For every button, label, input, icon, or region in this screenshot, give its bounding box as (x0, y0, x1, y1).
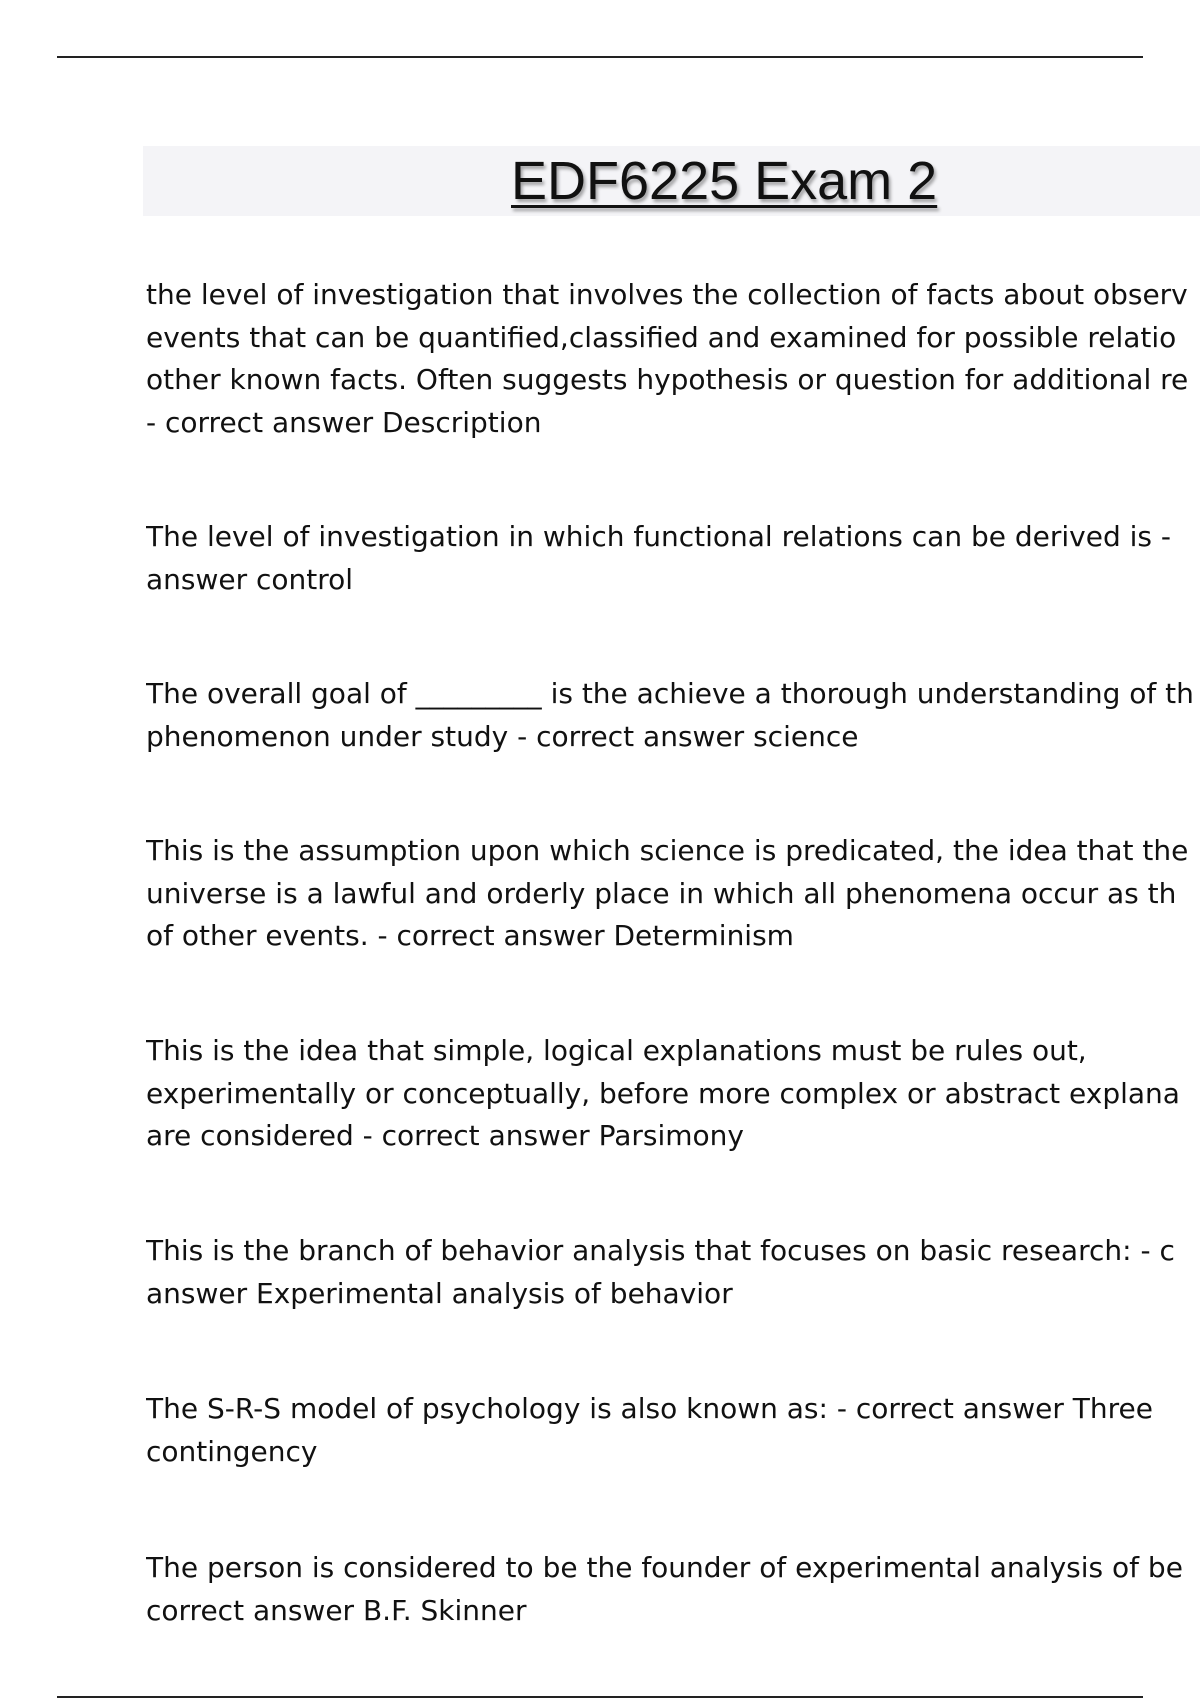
flashcard-line: The level of investigation in which functional relations can be derived is - (146, 520, 1172, 553)
flashcard-line: This is the branch of behavior analysis that focuses on basic research: - c (146, 1234, 1175, 1267)
flashcard-line: experimentally or conceptually, before more complex or abstract explana (146, 1076, 1180, 1110)
flashcard-line: The overall goal of _________ is the achieve a thorough understanding of th (146, 677, 1194, 710)
flashcard-line: are considered - correct answer Parsimony (146, 1119, 744, 1152)
flashcard-line: answer control (146, 562, 354, 596)
flashcard-item (146, 274, 1188, 444)
flashcard-line: contingency (146, 1434, 318, 1468)
flashcard-line: phenomenon under study - correct answer science (146, 719, 859, 753)
flashcard-line: of other events. - correct answer Determinism (146, 919, 794, 952)
flashcard-list (146, 0, 1200, 1700)
flashcard-item (146, 1230, 1175, 1315)
flashcard-line: The person is considered to be the founder of experimental analysis of be (146, 1551, 1183, 1584)
bottom-rule (57, 1696, 1143, 1698)
flashcard-line: events that can be quantified,classified and examined for possible relatio (146, 320, 1177, 354)
flashcard-item (146, 830, 1188, 958)
flashcard-line: other known facts. Often suggests hypothesis or question for additional re (146, 363, 1189, 396)
flashcard-line: the level of investigation that involves the collection of facts about observ (146, 278, 1188, 311)
flashcard-line: The S-R-S model of psychology is also known as: - correct answer Three (146, 1392, 1154, 1425)
flashcard-line: - correct answer Description (146, 405, 542, 439)
flashcard-line: universe is a lawful and orderly place in which all phenomena occur as th (146, 876, 1177, 910)
flashcard-line: answer Experimental analysis of behavior (146, 1276, 733, 1310)
flashcard-line: This is the assumption upon which science is predicated, the idea that the (146, 834, 1189, 867)
document-title: EDF6225 Exam 2 (511, 151, 938, 211)
flashcard-line: This is the idea that simple, logical explanations must be rules out, (146, 1034, 1087, 1067)
flashcard-item (146, 516, 1171, 601)
flashcard-line: correct answer B.F. Skinner (146, 1593, 527, 1627)
flashcard-item (146, 1388, 1153, 1473)
flashcard-item (146, 1547, 1183, 1632)
flashcard-item (146, 1030, 1180, 1158)
flashcard-item (146, 673, 1194, 758)
